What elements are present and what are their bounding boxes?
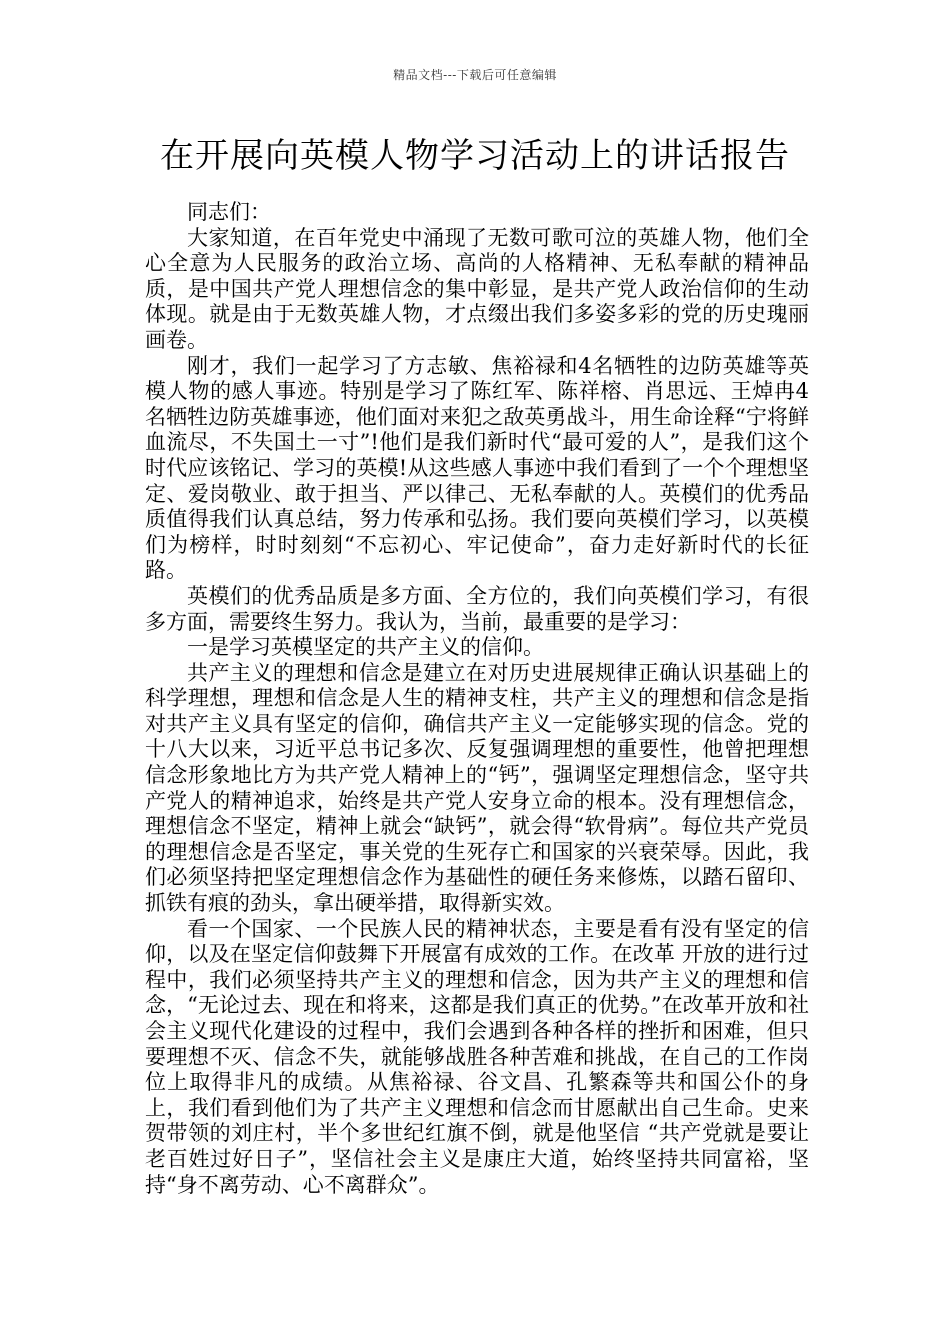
document-body	[145, 200, 809, 1198]
paragraph: 看一个国家、一个民族人民的精神状态，主要是看有没有坚定的信仰，以及在坚定信仰鼓舞下开展富有成效的工作。在改革 开放的进行过程中，我们必须坚持共产主义的理想和信念，因为共产主义的理想和信念，“无论过去、现在和将来，这都是我们真正的优势。”在改革开放和社会主义现代化建设的过程中，我们会遇到各种各样的挫折和困难，但只要理想不灭、信念不失，就能够战胜各种苦难和挑战，在自己的工作岗位上取得非凡的成绩。从焦裕禄、谷文昌、孔繁森等共和国公仆的身上，我们看到他们为了共产主义理想和信念而甘愿献出自己生命。史来贺带领的刘庄村，半个多世纪红旗不倒，就是他坚信 “共产党就是要让老百姓过好日子”，坚信社会主义是康庄大道，始终坚持共同富裕，坚持“身不离劳动、心不离群众”。	[145, 916, 809, 1197]
paragraph: 共产主义的理想和信念是建立在对历史进展规律正确认识基础上的科学理想，理想和信念是人生的精神支柱，共产主义的理想和信念是指对共产主义具有坚定的信仰，确信共产主义一定能够实现的信念。党的十八大以来，习近平总书记多次、反复强调理想的重要性，他曾把理想信念形象地比方为共产党人精神上的“钙”，强调坚定理想信念，坚守共产党人的精神追求，始终是共产党人安身立命的根本。没有理想信念，理想信念不坚定，精神上就会“缺钙”，就会得“软骨病”。每位共产党员的理想信念是否坚定，事关党的生死存亡和国家的兴衰荣辱。因此，我们必须坚持把坚定理想信念作为基础性的硬任务来修炼，以踏石留印、抓铁有痕的劲头，拿出硬举措，取得新实效。	[145, 660, 809, 916]
header-note: 精品文档---下载后可任意编辑	[393, 68, 557, 82]
paragraph: 大家知道，在百年党史中涌现了无数可歌可泣的英雄人物，他们全心全意为人民服务的政治立场、高尚的人格精神、无私奉献的精神品质，是中国共产党人理想信念的集中彰显，是共产党人政治信仰的生动体现。就是由于无数英雄人物，才点缀出我们多姿多彩的党的历史瑰丽画卷。	[145, 225, 809, 352]
section-heading: 一是学习英模坚定的共产主义的信仰。	[187, 635, 544, 660]
paragraph: 刚才，我们一起学习了方志敏、焦裕禄和4名牺牲的边防英雄等英模人物的感人事迹。特别是学习了陈红军、陈祥榕、肖思远、王焯冉4名牺牲边防英雄事迹，他们面对来犯之敌英勇战斗，用生命诠释“宁将鲜血流尽，不失国土一寸”!他们是我们新时代“最可爱的人”，是我们这个时代应该铭记、学习的英模!从这些感人事迹中我们看到了一个个理想坚定、爱岗敬业、敢于担当、严以律己、无私奉献的人。英模们的优秀品质值得我们认真总结，努力传承和弘扬。我们要向英模们学习，以英模们为榜样，时时刻刻“不忘初心、牢记使命”，奋力走好新时代的长征路。	[145, 353, 809, 583]
paragraph-salutation: 同志们：	[187, 200, 271, 224]
paragraph: 英模们的优秀品质是多方面、全方位的，我们向英模们学习，有很多方面，需要终生努力。我认为，当前，最重要的是学习：	[145, 583, 809, 634]
document-title: 在开展向英模人物学习活动上的讲话报告	[160, 136, 790, 176]
